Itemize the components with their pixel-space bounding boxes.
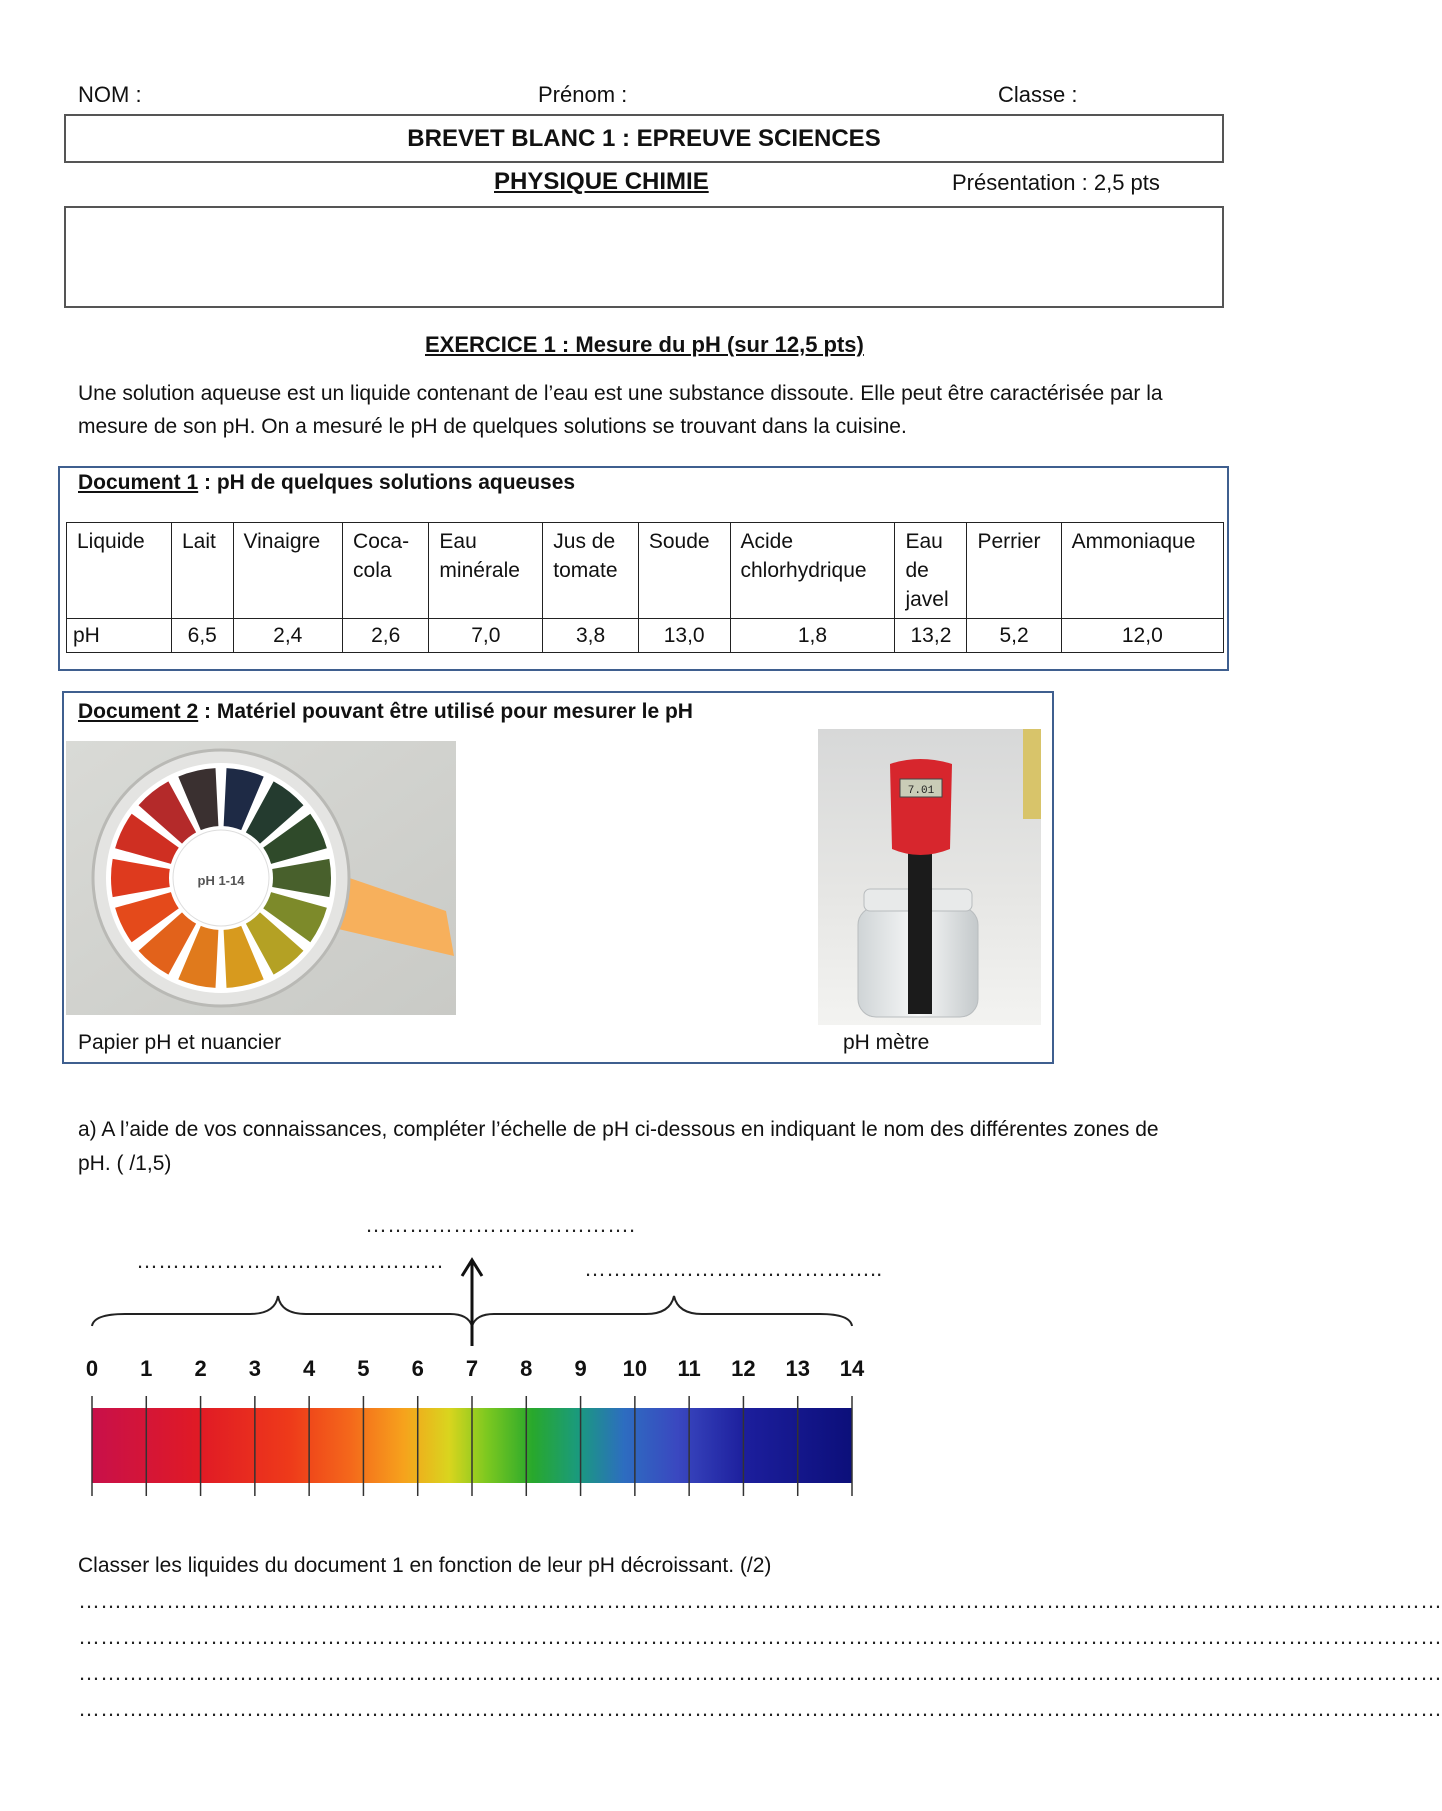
- ph-paper-image: [66, 741, 456, 1015]
- answer-line[interactable]: ……………………………………………………………………………………………………………………………………………………………………: [78, 1660, 1442, 1685]
- scale-label: 0: [85, 1356, 99, 1381]
- question-a-line-1: a) A l’aide de vos connaissances, compléter l’échelle de pH ci-dessous en indiquant le nom des différentes zones de: [78, 1118, 1159, 1141]
- scale-label: 1: [140, 1356, 153, 1381]
- intro-line-2: mesure de son pH. On a mesuré le pH de quelques solutions se trouvant dans la cuisine.: [78, 415, 907, 438]
- table-row-ph: [67, 619, 1224, 653]
- scale-label: 5: [357, 1356, 370, 1381]
- base-brace: [472, 1296, 852, 1326]
- table-cell-liquid: Soude: [638, 523, 730, 619]
- table-cell-ph: 5,2: [967, 619, 1061, 653]
- ph-paper-caption: Papier pH et nuancier: [78, 1031, 282, 1054]
- scale-label: 4: [303, 1356, 316, 1381]
- table-cell-liquid: Lait: [172, 523, 234, 619]
- ph-table: [66, 522, 1224, 653]
- table-row-liquids: [67, 523, 1224, 619]
- table-cell-liquid: Acide chlorhydrique: [730, 523, 895, 619]
- grade-box: [64, 206, 1224, 308]
- scale-label: 10: [622, 1356, 648, 1381]
- table-cell-liquid: Jus de tomate: [543, 523, 639, 619]
- table-cell-ph: 12,0: [1061, 619, 1223, 653]
- table-cell-ph: 13,0: [638, 619, 730, 653]
- title-box: [64, 114, 1224, 163]
- table-cell-liquid: Eau de javel: [895, 523, 967, 619]
- table-cell-ph: 13,2: [895, 619, 967, 653]
- scale-label: 2: [194, 1356, 207, 1381]
- scale-label: 14: [839, 1356, 865, 1381]
- acid-brace: [92, 1296, 472, 1326]
- meter-reading: 7.01: [907, 785, 935, 797]
- exam-title: BREVET BLANC 1 : EPREUVE SCIENCES: [407, 125, 881, 152]
- document-2-label: Document 2: [78, 700, 199, 723]
- question-b-text: Classer les liquides du document 1 en fonction de leur pH décroissant. (/2): [78, 1554, 772, 1577]
- scale-label: 7: [465, 1356, 479, 1381]
- classe-label: Classe :: [998, 82, 1078, 107]
- presentation-score: Présentation : 2,5 pts: [952, 170, 1160, 195]
- table-cell-ph: 3,8: [543, 619, 639, 653]
- scale-label: 8: [520, 1356, 533, 1381]
- scale-label: 6: [411, 1356, 424, 1381]
- scale-label: 13: [785, 1356, 810, 1381]
- intro-line-1: Une solution aqueuse est un liquide contenant de l’eau est une substance dissoute. Elle peut être caractérisée par la: [78, 382, 1163, 405]
- table-cell-ph: 2,6: [343, 619, 429, 653]
- answer-line[interactable]: ……………………………………………………………………………………………………………………………………………………………………: [78, 1624, 1442, 1649]
- ph-meter-image: [818, 729, 1041, 1025]
- table-cell-liquid: Eau minérale: [429, 523, 543, 619]
- answer-blank-acid[interactable]: ……………………………………: [136, 1248, 444, 1273]
- document-1-heading: [78, 471, 575, 495]
- answer-line[interactable]: ……………………………………………………………………………………………………………………………………………………………………: [78, 1696, 1442, 1721]
- answer-blank-neutral[interactable]: ……………………………….: [365, 1212, 636, 1237]
- dial-label: pH 1-14: [197, 873, 245, 888]
- table-cell-ph: 6,5: [172, 619, 234, 653]
- scale-label: 3: [248, 1356, 261, 1381]
- question-a-line-2: pH. ( /1,5): [78, 1152, 172, 1175]
- table-cell-liquid: Perrier: [967, 523, 1061, 619]
- table-cell-liquid: Ammoniaque: [1061, 523, 1223, 619]
- document-2-heading: [78, 700, 693, 724]
- answer-blank-base[interactable]: …………………………………..: [584, 1256, 883, 1281]
- document-1-label: Document 1: [78, 471, 199, 494]
- scale-label: 9: [574, 1356, 587, 1381]
- scale-label: 12: [731, 1356, 756, 1381]
- table-cell-ph: 1,8: [730, 619, 895, 653]
- nom-label: NOM :: [78, 82, 142, 107]
- table-cell-ph: 2,4: [233, 619, 343, 653]
- prenom-label: Prénom :: [538, 82, 628, 107]
- document-1-title: : pH de quelques solutions aqueuses: [198, 471, 576, 494]
- ph-meter-caption: pH mètre: [843, 1031, 930, 1054]
- scale-label: 11: [677, 1356, 701, 1381]
- answer-line[interactable]: ……………………………………………………………………………………………………………………………………………………………………: [78, 1588, 1442, 1613]
- table-header-ph: pH: [67, 619, 172, 653]
- subject-title: PHYSIQUE CHIMIE: [494, 168, 709, 195]
- document-2-title: : Matériel pouvant être utilisé pour mesurer le pH: [198, 700, 693, 723]
- table-cell-liquid: Vinaigre: [233, 523, 343, 619]
- table-cell-liquid: Coca- cola: [343, 523, 429, 619]
- table-header-liquide: Liquide: [67, 523, 172, 619]
- exercise-title: EXERCICE 1 : Mesure du pH (sur 12,5 pts): [425, 332, 864, 357]
- table-cell-ph: 7,0: [429, 619, 543, 653]
